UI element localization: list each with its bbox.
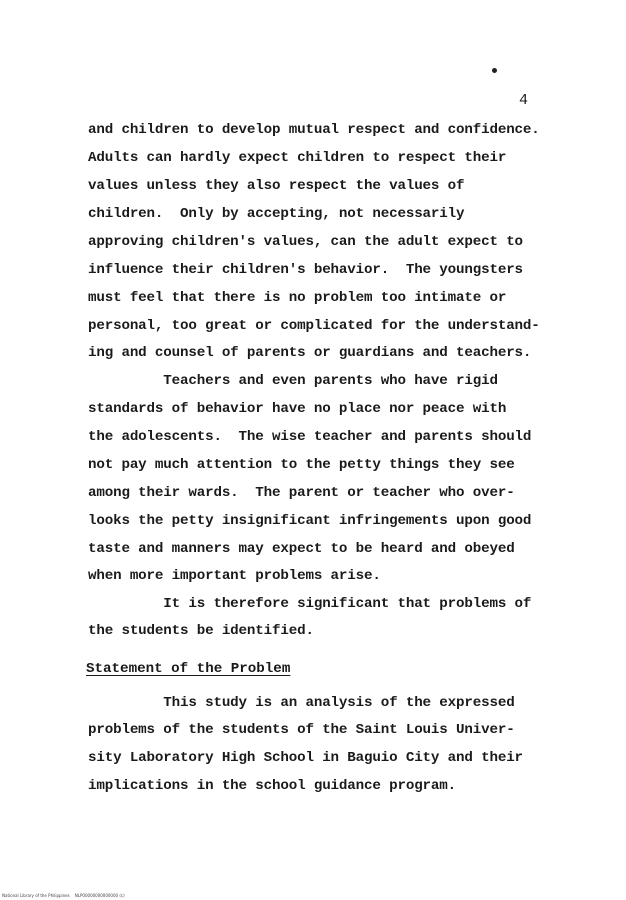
footer-watermark: National Library of the Philippines NLP00000000000000 (c)	[2, 893, 125, 898]
ink-mark	[492, 68, 497, 73]
text-line: problems of the students of the Saint Louis Univer-	[88, 722, 515, 738]
text-line: must feel that there is no problem too intimate or	[88, 290, 507, 306]
text-line: Teachers and even parents who have rigid	[88, 373, 498, 389]
text-line: personal, too great or complicated for the understand-	[88, 318, 540, 334]
text-line: ing and counsel of parents or guardians and teachers.	[88, 345, 532, 361]
text-line: looks the petty insignificant infringements upon good	[88, 513, 532, 529]
text-line: influence their children's behavior. The youngsters	[88, 262, 523, 278]
text-line: sity Laboratory High School in Baguio City and their	[88, 750, 523, 766]
text-line: the students be identified.	[88, 623, 314, 639]
text-line: the adolescents. The wise teacher and parents should	[88, 429, 532, 445]
text-line: among their wards. The parent or teacher who over-	[88, 485, 515, 501]
text-line: when more important problems arise.	[88, 568, 381, 584]
text-line: This study is an analysis of the expressed	[88, 695, 515, 711]
page-number: 4	[519, 92, 529, 109]
text-line: implications in the school guidance program.	[88, 778, 457, 794]
text-line: standards of behavior have no place nor peace with	[88, 401, 507, 417]
text-line: approving children's values, can the adult expect to	[88, 234, 523, 250]
text-line: taste and manners may expect to be heard and obeyed	[88, 541, 515, 557]
text-line: It is therefore significant that problems of	[88, 596, 532, 612]
text-line: and children to develop mutual respect and confidence.	[88, 122, 540, 138]
text-line: not pay much attention to the petty things they see	[88, 457, 515, 473]
text-line: values unless they also respect the values of	[88, 178, 465, 194]
text-line: Adults can hardly expect children to respect their	[88, 150, 507, 166]
text-line: children. Only by accepting, not necessarily	[88, 206, 465, 222]
section-heading: Statement of the Problem	[86, 661, 291, 677]
